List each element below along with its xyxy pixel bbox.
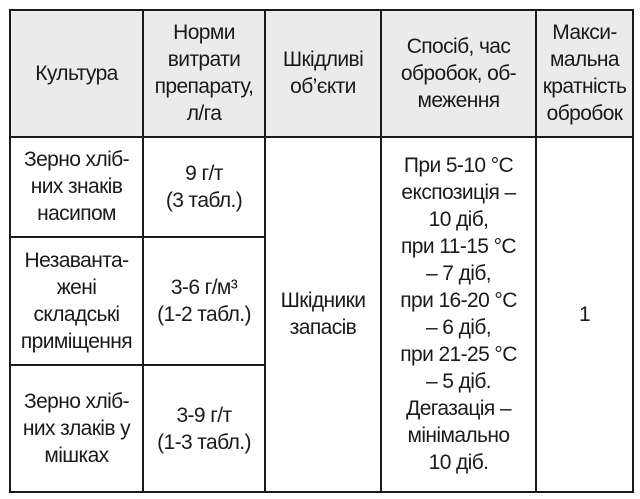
header-crop: Культура [10,10,143,137]
header-pests: Шкідливі об’єкти [265,10,381,137]
rate-cell: 3-9 г/т (1-3 табл.) [143,365,265,492]
crop-cell: Незаванта- жені складські приміщення [10,237,143,366]
header-rate: Норми витрати препарату, л/га [143,10,265,137]
table-row [10,137,633,237]
crop-cell: Зерно хліб- них знаків насипом [10,137,143,237]
method-cell: При 5-10 °С експозиція – 10 діб, при 11-15 °С – 7 діб, при 16-20 °С – 6 діб, при 21-25 °С – 5 діб. Дегазація – мінімально 10 діб. [381,137,536,492]
header-method: Спосіб, час обробок, об- меження [381,10,536,137]
header-max: Макси- мальна кратність обробок [536,10,633,137]
header-row [10,10,633,137]
rate-cell: 9 г/т (3 табл.) [143,137,265,237]
pests-cell: Шкідники запасів [265,137,381,492]
rate-cell: 3-6 г/м³ (1-2 табл.) [143,237,265,366]
crop-cell: Зерно хліб- них злаків у мішках [10,365,143,492]
pesticide-table [9,9,634,493]
max-cell: 1 [536,137,633,492]
